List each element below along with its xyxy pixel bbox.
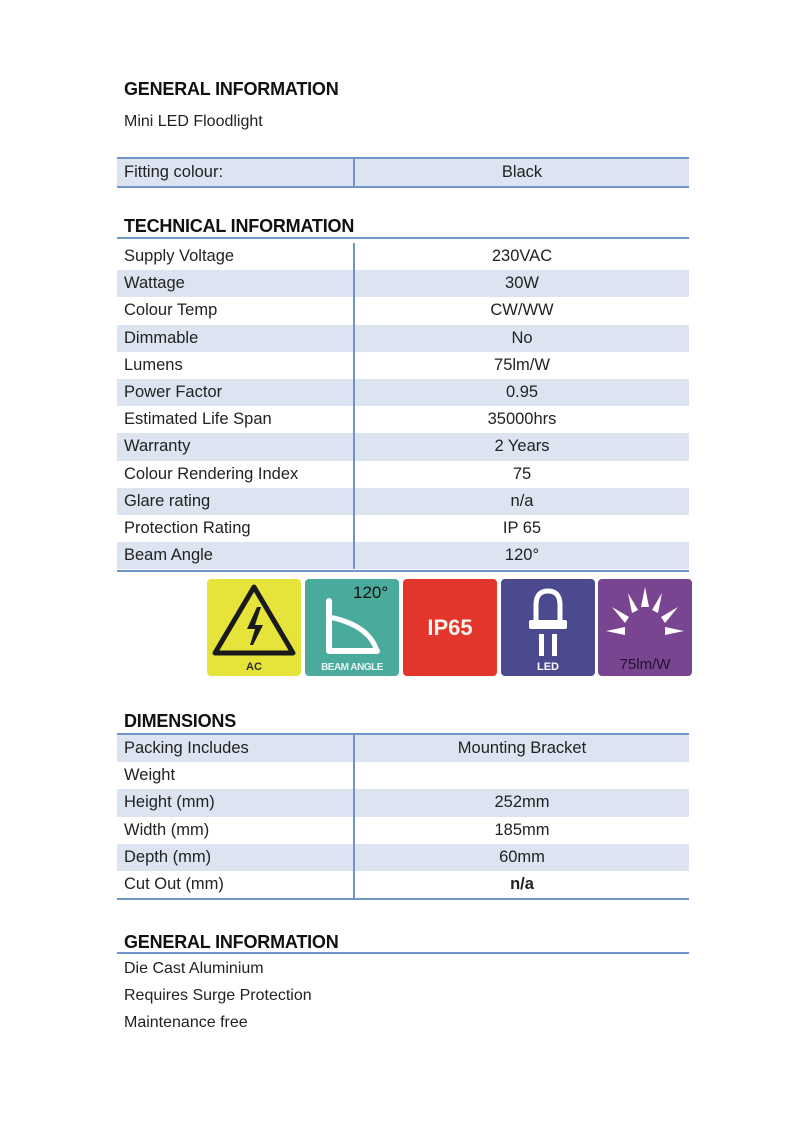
table-row bbox=[117, 735, 689, 762]
row-label: Beam Angle bbox=[117, 542, 354, 569]
general-information-heading: GENERAL INFORMATION bbox=[124, 932, 339, 952]
section-rule bbox=[117, 952, 689, 954]
table-row bbox=[117, 542, 689, 569]
dimensions-table bbox=[117, 735, 689, 898]
beam-angle-badge bbox=[305, 579, 399, 676]
row-value: 252mm bbox=[354, 789, 689, 816]
beam-angle-value: 120° bbox=[353, 583, 389, 602]
technical-table bbox=[117, 243, 689, 569]
general-info-line: Die Cast Aluminium bbox=[124, 960, 264, 977]
row-value: 185mm bbox=[494, 820, 550, 839]
table-row bbox=[117, 243, 689, 270]
row-label: Cut Out (mm) bbox=[117, 871, 354, 898]
badge-caption: BEAM ANGLE bbox=[321, 662, 383, 673]
row-value: CW/WW bbox=[490, 301, 554, 320]
row-label: Estimated Life Span bbox=[117, 406, 354, 433]
dimensions-heading: DIMENSIONS bbox=[124, 711, 237, 731]
row-label: Lumens bbox=[117, 352, 354, 379]
table-row bbox=[117, 433, 689, 460]
table-row bbox=[117, 515, 689, 542]
row-label: Warranty bbox=[117, 433, 354, 460]
table-row bbox=[117, 379, 689, 406]
row-value: 230VAC bbox=[491, 247, 553, 266]
section-rule bbox=[117, 570, 689, 572]
row-label: Packing Includes bbox=[117, 735, 354, 762]
row-value: n/a bbox=[354, 488, 689, 515]
ip-rating-text: IP65 bbox=[427, 615, 473, 640]
badge-caption: AC bbox=[246, 661, 262, 673]
row-value: No bbox=[354, 325, 689, 352]
row-value: 75lm/W bbox=[494, 355, 550, 374]
row-label: Power Factor bbox=[117, 379, 354, 406]
badge-caption: 75lm/W bbox=[619, 656, 671, 673]
row-label: Protection Rating bbox=[117, 515, 354, 542]
row-value: 60mm bbox=[354, 844, 689, 871]
row-value bbox=[354, 762, 689, 789]
fitting-colour-value: Black bbox=[501, 163, 543, 181]
table-row bbox=[117, 325, 689, 352]
section-rule bbox=[117, 898, 689, 900]
technical-information-heading: TECHNICAL INFORMATION bbox=[124, 216, 355, 236]
table-row bbox=[117, 789, 689, 816]
ac-badge bbox=[207, 579, 301, 676]
table-row bbox=[117, 844, 689, 871]
row-value: 0.95 bbox=[354, 379, 689, 406]
lumens-badge bbox=[598, 579, 692, 676]
row-value: n/a bbox=[510, 875, 534, 894]
row-label: Width (mm) bbox=[117, 817, 354, 844]
fitting-colour-table bbox=[117, 157, 689, 188]
row-value: 75 bbox=[512, 464, 532, 483]
table-row bbox=[117, 817, 689, 844]
table-row bbox=[117, 461, 689, 488]
table-row bbox=[117, 297, 689, 324]
row-value: 35000hrs bbox=[487, 410, 557, 429]
row-label: Glare rating bbox=[117, 488, 354, 515]
fitting-colour-label: Fitting colour: bbox=[124, 163, 224, 181]
general-info-line: Maintenance free bbox=[124, 1014, 248, 1031]
row-label: Height (mm) bbox=[117, 789, 354, 816]
row-value: Mounting Bracket bbox=[354, 735, 689, 762]
table-row bbox=[117, 488, 689, 515]
row-label: Depth (mm) bbox=[117, 844, 354, 871]
section-rule bbox=[117, 237, 689, 239]
table-row bbox=[117, 270, 689, 297]
row-label: Colour Rendering Index bbox=[117, 461, 354, 488]
row-label: Colour Temp bbox=[117, 297, 354, 324]
row-label: Supply Voltage bbox=[117, 243, 354, 270]
table-row bbox=[117, 762, 689, 789]
product-name: Mini LED Floodlight bbox=[124, 113, 263, 130]
ip65-badge bbox=[403, 579, 497, 676]
led-badge bbox=[501, 579, 595, 676]
row-label: Weight bbox=[117, 762, 354, 789]
row-label: Dimmable bbox=[117, 325, 354, 352]
row-value: IP 65 bbox=[502, 518, 542, 537]
row-value: 120° bbox=[354, 542, 689, 569]
table-row bbox=[117, 871, 689, 898]
badge-caption: LED bbox=[537, 661, 559, 673]
row-value: 30W bbox=[354, 270, 689, 297]
table-row bbox=[117, 406, 689, 433]
general-information-heading: GENERAL INFORMATION bbox=[124, 79, 339, 99]
row-label: Wattage bbox=[117, 270, 354, 297]
table-row bbox=[117, 352, 689, 379]
general-info-line: Requires Surge Protection bbox=[124, 987, 312, 1004]
row-value: 2 Years bbox=[354, 433, 689, 460]
